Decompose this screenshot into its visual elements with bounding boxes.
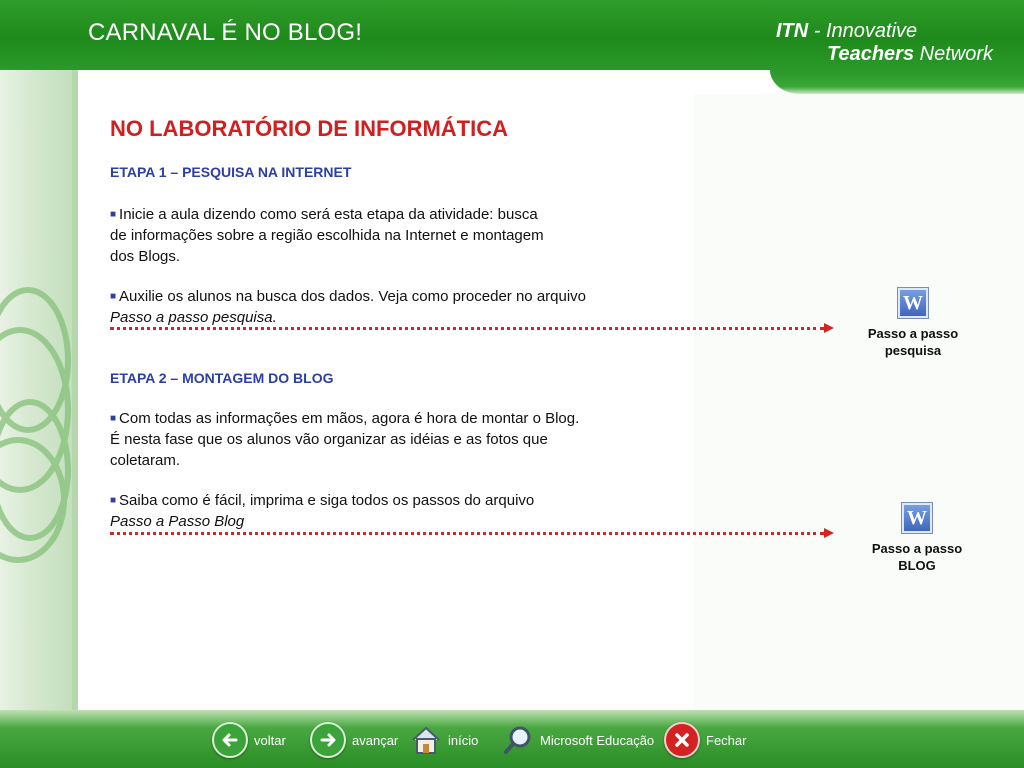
voltar-label: voltar bbox=[254, 732, 286, 748]
inicio-label: início bbox=[448, 732, 479, 748]
voltar-button[interactable] bbox=[212, 722, 286, 758]
etapa2-bullet1-line1: Com todas as informações em mãos, agora é hora de montar o Blog. bbox=[119, 410, 580, 427]
avancar-label: avançar bbox=[352, 732, 399, 748]
etapa2-bullet1-line3: coletaram. bbox=[110, 452, 181, 469]
etapa1-bullet1-line1: Inicie a aula dizendo como será esta etapa da atividade: busca bbox=[119, 206, 538, 223]
logo-innovative: - Innovative bbox=[813, 20, 918, 42]
header-fold bbox=[770, 70, 1024, 94]
doc-label-line1: Passo a passo bbox=[867, 326, 959, 341]
etapa1-heading: ETAPA 1 – PESQUISA NA INTERNET bbox=[110, 164, 352, 180]
etapa1-bullet1-line3: dos Blogs. bbox=[110, 248, 181, 265]
etapa1-bullet2 bbox=[110, 286, 586, 328]
magnifier-icon[interactable] bbox=[502, 724, 534, 756]
bullet-icon: ■ bbox=[110, 495, 117, 506]
doc-passo-a-passo-pesquisa[interactable] bbox=[852, 287, 974, 359]
close-icon[interactable] bbox=[664, 722, 700, 758]
etapa2-bullet1 bbox=[110, 408, 579, 471]
inicio-button[interactable] bbox=[410, 722, 478, 758]
word-document-icon[interactable]: W bbox=[901, 502, 933, 534]
arrow-right-icon bbox=[824, 323, 834, 333]
etapa1-bullet1 bbox=[110, 204, 544, 267]
avancar-button[interactable] bbox=[310, 722, 398, 758]
header-bar bbox=[0, 0, 1024, 70]
logo-network: Network bbox=[919, 43, 994, 65]
logo-itn: ITN bbox=[776, 20, 809, 42]
word-document-icon[interactable]: W bbox=[897, 287, 929, 319]
connector-line-1 bbox=[110, 327, 824, 330]
doc-passo-a-passo-blog[interactable] bbox=[856, 502, 978, 574]
etapa2-bullet1-line2: É nesta fase que os alunos vão organizar as idéias e as fotos que bbox=[110, 431, 548, 448]
microsoft-educacao-label: Microsoft Educação bbox=[540, 732, 655, 748]
decorative-rings-icon bbox=[0, 260, 80, 590]
arrow-right-icon[interactable] bbox=[310, 722, 346, 758]
etapa2-heading: ETAPA 2 – MONTAGEM DO BLOG bbox=[110, 370, 334, 386]
microsoft-educacao-button[interactable] bbox=[502, 722, 654, 758]
page-header-title: CARNAVAL É NO BLOG! bbox=[88, 19, 363, 46]
page-title: NO LABORATÓRIO DE INFORMÁTICA bbox=[110, 116, 509, 141]
bullet-icon: ■ bbox=[110, 209, 117, 220]
arrow-left-icon[interactable] bbox=[212, 722, 248, 758]
bullet-icon: ■ bbox=[110, 413, 117, 424]
connector-line-2 bbox=[110, 532, 824, 535]
right-panel bbox=[694, 94, 1024, 710]
itn-logo bbox=[776, 20, 993, 66]
etapa2-bullet2-line: Saiba como é fácil, imprima e siga todos os passos do arquivo bbox=[119, 492, 535, 509]
logo-teachers: Teachers bbox=[827, 43, 915, 65]
fechar-button[interactable] bbox=[664, 722, 746, 758]
etapa1-bullet2-line: Auxilie os alunos na busca dos dados. Veja como proceder no arquivo bbox=[119, 288, 587, 305]
etapa2-bullet2 bbox=[110, 490, 534, 532]
bullet-icon: ■ bbox=[110, 291, 117, 302]
etapa2-file-reference: Passo a Passo Blog bbox=[110, 513, 245, 530]
doc-label-line1: Passo a passo bbox=[871, 541, 963, 556]
arrow-right-icon bbox=[824, 528, 834, 538]
etapa1-bullet1-line2: de informações sobre a região escolhida na Internet e montagem bbox=[110, 227, 544, 244]
home-icon[interactable] bbox=[410, 724, 442, 756]
doc-label-line2: pesquisa bbox=[884, 343, 942, 358]
etapa1-file-reference: Passo a passo pesquisa. bbox=[110, 309, 277, 326]
doc-label-line2: BLOG bbox=[898, 558, 936, 573]
fechar-label: Fechar bbox=[706, 732, 747, 748]
